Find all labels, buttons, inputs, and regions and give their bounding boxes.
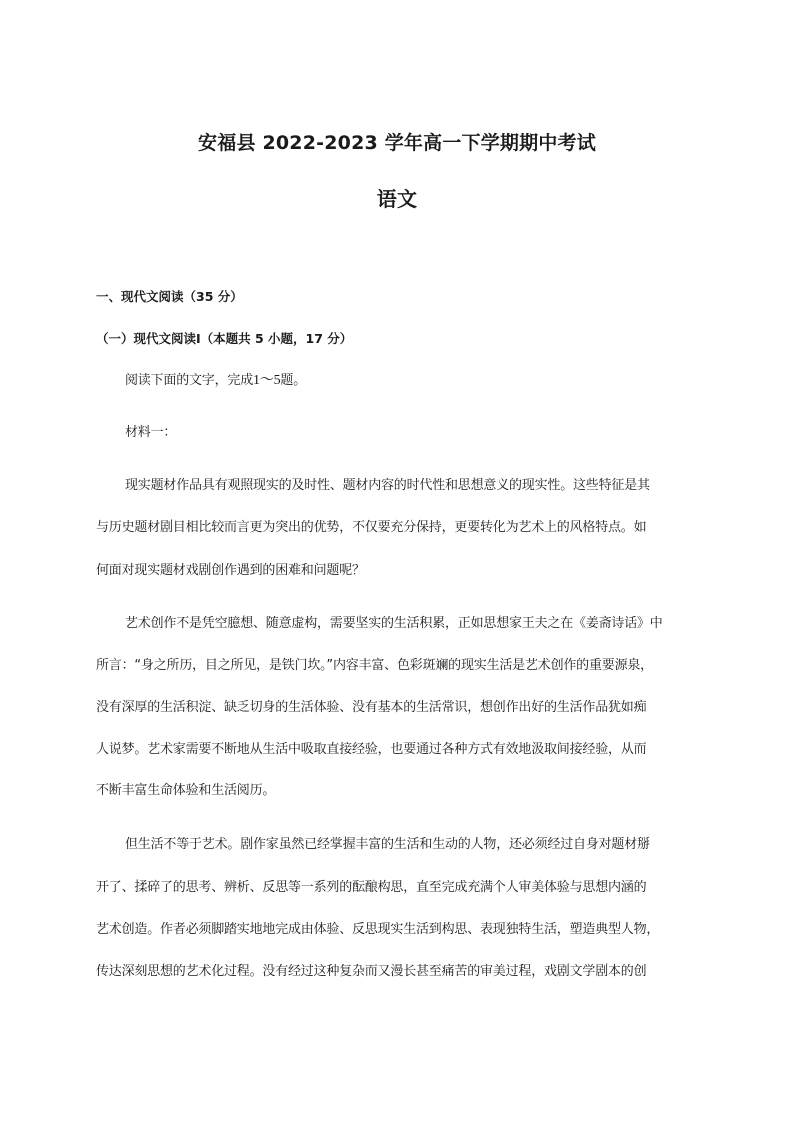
question-range: 1～5 <box>253 373 281 388</box>
paragraph-line: 开了、揉碎了的思考、辨析、反思等一系列的酝酿构思，直至完成充满个人审美体验与思想内涵的 <box>96 880 647 895</box>
paragraph-line: 但生活不等于艺术。剧作家虽然已经掌握丰富的生活和生动的人物，还必须经过自身对题材掰 <box>125 837 650 852</box>
paragraph-line: 没有深厚的生活积淀、缺乏切身的生活体验、没有基本的生活常识，想创作出好的生活作品犹如痴 <box>96 700 647 715</box>
paragraph-line: 何面对现实题材戏剧创作遇到的困难和问题呢？ <box>96 563 365 578</box>
paragraph-line: 人说梦。艺术家需要不断地从生活中吸取直接经验，也要通过各种方式有效地汲取间接经验，从而 <box>96 742 647 757</box>
paragraph-line: 现实题材作品具有观照现实的及时性、题材内容的时代性和思想意义的现实性。这些特征是其 <box>125 478 650 493</box>
paragraph-line: 所言：“身之所历，目之所见，是铁门坎。”内容丰富、色彩斑斓的现实生活是艺术创作的重要源泉， <box>96 658 653 673</box>
instruction-prefix: 阅读下面的文字，完成 <box>125 373 254 388</box>
paragraph-line: 不断丰富生命体验和生活阅历。 <box>96 783 276 798</box>
exam-title: 安福县 2022-2023 学年高一下学期期中考试 <box>198 132 596 154</box>
reading-instruction <box>125 369 306 389</box>
subject-title: 语文 <box>376 187 418 211</box>
section-heading: 一、现代文阅读（35 分） <box>96 289 243 304</box>
paragraph-line: 艺术创作不是凭空臆想、随意虚构，需要坚实的生活积累，正如思想家王夫之在《姜斋诗话》中 <box>125 616 663 631</box>
paragraph-line: 艺术创造。作者必须脚踏实地地完成由体验、反思现实生活到构思、表现独特生活，塑造典型人物， <box>96 922 660 937</box>
instruction-suffix: 题。 <box>280 373 307 388</box>
paragraph-line: 传达深刻思想的艺术化过程。没有经过这种复杂而又漫长甚至痛苦的审美过程，戏剧文学剧本的创 <box>96 964 647 979</box>
paragraph-line: 与历史题材剧目相比较而言更为突出的优势，不仅要充分保持，更要转化为艺术上的风格特点。如 <box>96 520 647 535</box>
subsection-heading: （一）现代文阅读Ⅰ（本题共 5 小题，17 分） <box>96 331 353 346</box>
material-label: 材料一： <box>125 425 177 440</box>
